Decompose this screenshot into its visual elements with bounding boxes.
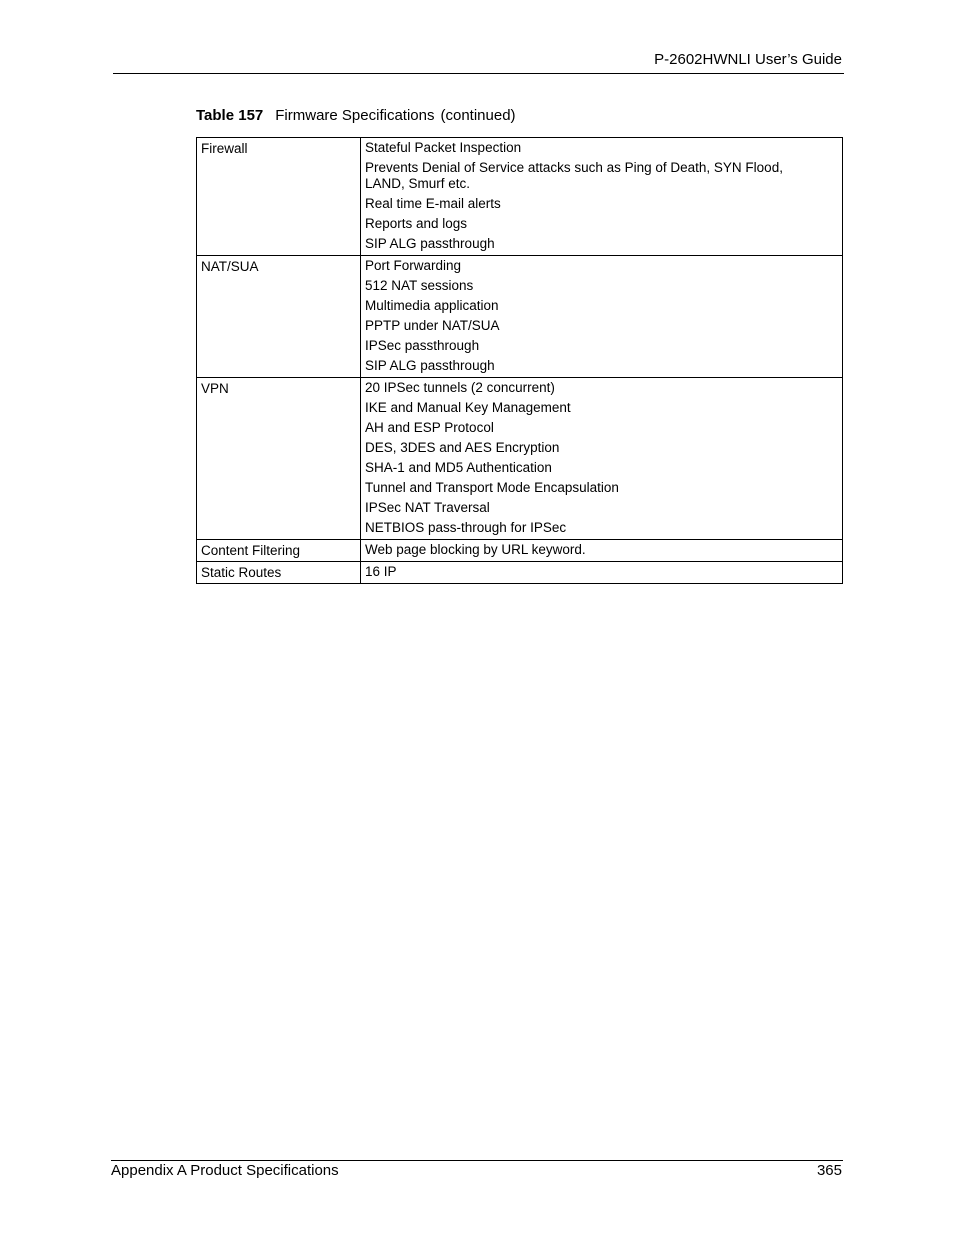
detail-entry: Prevents Denial of Service attacks such as Ping of Death, SYN Flood, LAND, Smurf etc. bbox=[365, 160, 783, 191]
detail-entry: Real time E-mail alerts bbox=[365, 196, 501, 211]
detail-entry: SHA-1 and MD5 Authentication bbox=[365, 460, 552, 475]
table-row bbox=[197, 562, 843, 584]
table-row bbox=[197, 540, 843, 562]
footer-page-number: 365 bbox=[816, 1162, 842, 1179]
firmware-specifications-table bbox=[196, 137, 843, 584]
detail-entry: 512 NAT sessions bbox=[365, 278, 474, 293]
header-rule bbox=[113, 73, 844, 74]
details-cell bbox=[361, 256, 843, 378]
table-caption-suffix: (continued) bbox=[440, 107, 516, 124]
detail-entry: IKE and Manual Key Management bbox=[365, 400, 571, 415]
detail-entry: AH and ESP Protocol bbox=[365, 420, 494, 435]
details-cell bbox=[361, 540, 843, 562]
detail-entry: Web page blocking by URL keyword. bbox=[365, 542, 586, 557]
detail-entry: 16 IP bbox=[365, 564, 397, 579]
footer-rule bbox=[111, 1160, 843, 1161]
feature-cell: VPN bbox=[197, 378, 361, 540]
table-caption-label: Table 157 bbox=[196, 107, 264, 124]
detail-entry: IPSec passthrough bbox=[365, 338, 480, 353]
detail-entry: NETBIOS pass-through for IPSec bbox=[365, 520, 567, 535]
feature-cell: Content Filtering bbox=[197, 540, 361, 562]
details-cell bbox=[361, 138, 843, 256]
detail-entry: Tunnel and Transport Mode Encapsulation bbox=[365, 480, 619, 495]
detail-entry: 20 IPSec tunnels (2 concurrent) bbox=[365, 380, 555, 395]
feature-cell: Static Routes bbox=[197, 562, 361, 584]
detail-entry: SIP ALG passthrough bbox=[365, 236, 495, 251]
detail-entry: IPSec NAT Traversal bbox=[365, 500, 490, 515]
detail-entry: Multimedia application bbox=[365, 298, 499, 313]
detail-entry: Port Forwarding bbox=[365, 258, 462, 273]
detail-entry: Reports and logs bbox=[365, 216, 468, 231]
details-cell bbox=[361, 562, 843, 584]
running-header-title: P-2602HWNLI User’s Guide bbox=[654, 51, 842, 68]
details-cell bbox=[361, 378, 843, 540]
detail-entry: Stateful Packet Inspection bbox=[365, 140, 522, 155]
table-row bbox=[197, 138, 843, 256]
detail-entry: PPTP under NAT/SUA bbox=[365, 318, 500, 333]
footer-section-title: Appendix A Product Specifications bbox=[111, 1162, 339, 1179]
feature-cell: Firewall bbox=[197, 138, 361, 256]
detail-entry: DES, 3DES and AES Encryption bbox=[365, 440, 560, 455]
feature-cell: NAT/SUA bbox=[197, 256, 361, 378]
table-row bbox=[197, 256, 843, 378]
detail-entry: SIP ALG passthrough bbox=[365, 358, 495, 373]
table-row bbox=[197, 378, 843, 540]
table-caption-title: Firmware Specifications bbox=[275, 107, 435, 124]
table-caption bbox=[196, 107, 516, 125]
